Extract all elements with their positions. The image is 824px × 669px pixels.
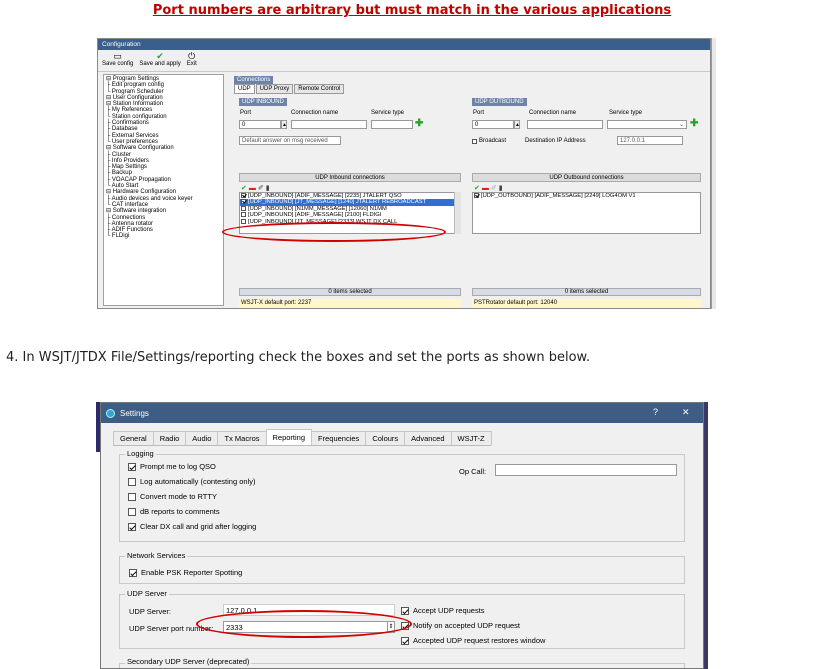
tab-radio[interactable]: Radio (153, 431, 187, 445)
enable-icon[interactable]: ✔ (241, 185, 249, 192)
inbound-service-select[interactable] (371, 120, 413, 129)
accept-udp-label: Accept UDP requests (413, 606, 485, 615)
udp-server-label: UDP Server: (129, 607, 171, 616)
outbound-default-port: PSTRotator default port: 12040 (472, 299, 701, 308)
tree-item[interactable]: ├ Cluster (106, 151, 131, 158)
inbound-name-input[interactable] (291, 120, 367, 129)
tree-item[interactable]: ├ ADIF Functions (106, 227, 153, 234)
logging-option-checkbox[interactable] (128, 462, 216, 471)
app-logo-icon (106, 409, 115, 418)
save-and-apply-label: Save and apply (139, 61, 181, 67)
inbound-port-label: Port (240, 110, 252, 116)
udp-inbound-header: UDP INBOUND (239, 98, 287, 106)
tab-audio[interactable]: Audio (185, 431, 218, 445)
outbound-service-label: Service type (609, 110, 643, 116)
list-item-checkbox[interactable] (241, 212, 246, 217)
logging-option-checkbox[interactable] (128, 492, 217, 501)
settings-tree[interactable] (103, 74, 224, 306)
tab-tx-macros[interactable]: Tx Macros (217, 431, 266, 445)
outbound-port-input[interactable]: 0 (472, 120, 514, 129)
logging-option-checkbox[interactable] (128, 477, 255, 486)
list-item-label: [UDP_OUTBOUND] [ADIF_MESSAGE] [2249] LOG4OM V1 (481, 193, 636, 199)
accept-udp-check (401, 607, 409, 615)
logging-legend: Logging (127, 449, 154, 458)
logging-option-label: Clear DX call and grid after logging (140, 522, 257, 531)
inbound-add-icon[interactable]: ✚ (415, 118, 424, 129)
list-item-checkbox[interactable] (241, 193, 246, 198)
connections-group-label: Connections (234, 76, 273, 84)
tree-item[interactable]: └ Program Scheduler (106, 88, 164, 95)
logging-option-label: Log automatically (contesting only) (140, 477, 256, 486)
tree-item[interactable]: ⊟ Hardware Configuration (106, 189, 177, 196)
highlight-ellipse-inbound (222, 222, 446, 242)
settings-title: Settings (120, 408, 149, 418)
tree-item[interactable]: ⊟ Software Configuration (106, 145, 174, 152)
inbound-selected-count: 0 items selected (239, 288, 461, 296)
tree-item[interactable]: ├ Backup (106, 170, 132, 177)
tree-item[interactable]: ├ Connections (106, 214, 146, 221)
inbound-default-answer-input[interactable]: Default answer on msg received (239, 136, 341, 145)
list-item-checkbox[interactable] (241, 206, 246, 211)
logging-option-label: Convert mode to RTTY (140, 492, 217, 501)
exit-button[interactable] (187, 51, 197, 70)
outbound-list-tools (474, 184, 505, 192)
tree-item[interactable]: ├ Antenna rotator (106, 220, 153, 227)
op-call-input[interactable] (495, 464, 677, 476)
inbound-service-label: Service type (371, 110, 405, 116)
configuration-toolbar (98, 50, 710, 72)
psk-reporter-check (129, 569, 137, 577)
connections-tabs (234, 84, 345, 94)
tree-item[interactable]: ⊟ Station Information (106, 101, 164, 108)
list-item[interactable] (473, 193, 700, 199)
power-icon: ⏻ (188, 51, 196, 61)
highlight-ellipse-port (196, 610, 412, 638)
save-and-apply-button[interactable] (139, 51, 180, 70)
broadcast-checkbox[interactable] (472, 138, 506, 144)
inbound-name-label: Connection name (291, 110, 339, 116)
configuration-title: Configuration (98, 39, 710, 50)
outbound-name-input[interactable] (527, 120, 603, 129)
edit-icon[interactable]: ✐ (490, 185, 499, 192)
background-window-edge-right (704, 402, 708, 669)
logging-option-check (128, 478, 136, 486)
notify-udp-label: Notify on accepted UDP request (413, 621, 521, 630)
logging-option-check (128, 523, 136, 531)
inbound-port-input[interactable]: 0 (239, 120, 281, 129)
settings-titlebar (101, 403, 703, 423)
inbound-list-title: UDP Inbound connections (239, 173, 461, 182)
tree-item[interactable]: ├ Map Settings (106, 164, 147, 171)
save-config-label: Save config (102, 61, 134, 67)
udp-port-input[interactable]: 2333 (223, 621, 395, 633)
notify-udp-checkbox[interactable] (401, 621, 520, 630)
tree-item[interactable]: ⊟ Program Settings (106, 76, 160, 82)
tree-item[interactable]: ├ Confirmations (106, 120, 149, 127)
op-call-label: Op Call: (459, 467, 487, 476)
tab-colours[interactable]: Colours (365, 431, 405, 445)
accept-udp-checkbox[interactable] (401, 606, 485, 615)
check-icon: ✔ (156, 51, 164, 61)
broadcast-check (472, 139, 477, 144)
tab-wsjt-z[interactable]: WSJT-Z (451, 431, 492, 445)
list-item-label: [UDP_INBOUND] [JT_MESSAGE] [2333] WSJT DX CALL (248, 218, 398, 225)
tab-udp-proxy[interactable]: UDP Proxy (256, 84, 294, 94)
tree-item[interactable]: ├ Database (106, 126, 138, 133)
list-item-checkbox[interactable] (241, 199, 246, 204)
destination-ip-input[interactable]: 127.0.0.1 (617, 136, 683, 145)
restore-window-checkbox[interactable] (401, 636, 545, 645)
close-button[interactable]: ✕ (682, 407, 690, 417)
logging-option-label: dB reports to comments (140, 507, 220, 516)
save-config-button[interactable] (102, 51, 133, 70)
inbound-list-tools (241, 184, 272, 192)
tab-advanced[interactable]: Advanced (404, 431, 451, 445)
list-item-label: [UDP_INBOUND] [ADIF_MESSAGE] [2235] JTALERT QSO (248, 193, 402, 199)
logging-option-label: Prompt me to log QSO (140, 462, 216, 471)
tab-udp[interactable]: UDP (234, 84, 255, 94)
restore-window-label: Accepted UDP request restores window (413, 636, 546, 645)
tree-item[interactable]: └ User preferences (106, 138, 158, 145)
save-icon: ▭ (113, 51, 122, 61)
list-item-label: [UDP_INBOUND] [N1MM_MESSAGE] [12060] N1MM (248, 205, 387, 212)
tree-item[interactable]: ├ Edit program config (106, 82, 164, 89)
edit-icon[interactable]: ✐ (257, 185, 266, 192)
outbound-selected-count: 0 items selected (472, 288, 701, 296)
outbound-connections-list[interactable] (472, 192, 701, 234)
udp-outbound-header: UDP OUTBOUND (472, 98, 527, 106)
list-item-checkbox[interactable] (241, 219, 246, 224)
tree-item[interactable]: ├ VOACAP Propagation (106, 176, 171, 183)
help-button[interactable]: ? (653, 407, 659, 417)
tree-item[interactable]: ├ My References (106, 107, 153, 114)
tree-item[interactable]: └ Auto Start (106, 183, 139, 190)
settings-tabs (113, 431, 491, 446)
outbound-port-spinner[interactable]: ▲ (515, 122, 520, 128)
background-window-edge (711, 38, 716, 309)
network-services-legend: Network Services (127, 551, 186, 560)
broadcast-label: Broadcast (479, 138, 507, 144)
list-item-checkbox[interactable] (474, 193, 479, 198)
outbound-list-title: UDP Outbound connections (472, 173, 701, 182)
connections-panel (231, 74, 709, 306)
tree-item[interactable]: └ CAT interface (106, 201, 149, 208)
udp-server-legend: UDP Server (127, 589, 167, 598)
list-item-label: [UDP_INBOUND] [ADIF_MESSAGE] [2100] FLDIGI (248, 212, 382, 219)
tab-general[interactable]: General (113, 431, 154, 445)
tab-reporting[interactable]: Reporting (266, 429, 313, 445)
remove-icon[interactable]: ▬ (248, 185, 258, 192)
delete-icon[interactable]: ▮ (265, 185, 272, 192)
tree-item[interactable]: └ FLDigi (106, 233, 130, 240)
tab-remote-control[interactable]: Remote Control (294, 84, 344, 94)
outbound-port-label: Port (473, 110, 485, 116)
psk-reporter-checkbox[interactable] (129, 568, 242, 577)
tab-frequencies[interactable]: Frequencies (311, 431, 366, 445)
tree-item[interactable]: └ Station configuration (106, 113, 167, 120)
delete-icon[interactable]: ▮ (498, 185, 505, 192)
tree-item[interactable]: ├ Info Providers (106, 157, 149, 164)
logging-option-check (128, 508, 136, 516)
tree-item[interactable]: ⊟ Software integration (106, 208, 167, 215)
logging-option-checkbox[interactable] (128, 522, 256, 531)
outbound-service-select[interactable] (607, 120, 687, 129)
destination-label: Destination IP Address (525, 138, 586, 144)
logging-option-checkbox[interactable] (128, 507, 220, 516)
page-heading: Port numbers are arbitrary but must match in the various applications (152, 3, 672, 18)
udp-server-input[interactable]: 127.0.0.1 (223, 604, 395, 616)
list-item-label: [UDP_INBOUND] [JT_MESSAGE] [1240] JTALERT REBROADCAST (248, 199, 427, 206)
psk-reporter-label: Enable PSK Reporter Spotting (141, 568, 243, 577)
logging-option-check (128, 493, 136, 501)
tree-item[interactable]: ├ External Services (106, 132, 159, 139)
logging-option-check (128, 463, 136, 471)
configuration-window (97, 38, 711, 309)
tree-item[interactable]: ├ Audio devices and voice keyer (106, 195, 193, 202)
inbound-list-scrollbar[interactable] (454, 192, 461, 234)
secondary-udp-legend: Secondary UDP Server (deprecated) (127, 657, 250, 666)
tree-item[interactable]: ⊟ User Configuration (106, 94, 163, 101)
chevron-down-icon: ⌄ (678, 122, 684, 128)
restore-window-check (401, 637, 409, 645)
enable-icon[interactable]: ✔ (474, 185, 482, 192)
udp-port-spinner[interactable]: ⇕ (387, 621, 395, 633)
inbound-port-spinner[interactable]: ▲ (282, 122, 287, 128)
udp-port-label: UDP Server port number: (129, 624, 214, 633)
outbound-add-icon[interactable]: ✚ (690, 118, 699, 129)
inbound-default-port: WSJT-X default port: 2237 (239, 299, 461, 308)
outbound-name-label: Connection name (529, 110, 577, 116)
step-instruction: 4. In WSJT/JTDX File/Settings/reporting check the boxes and set the ports as shown below. (6, 350, 591, 365)
remove-icon[interactable]: ▬ (481, 185, 491, 192)
exit-label: Exit (186, 61, 197, 67)
